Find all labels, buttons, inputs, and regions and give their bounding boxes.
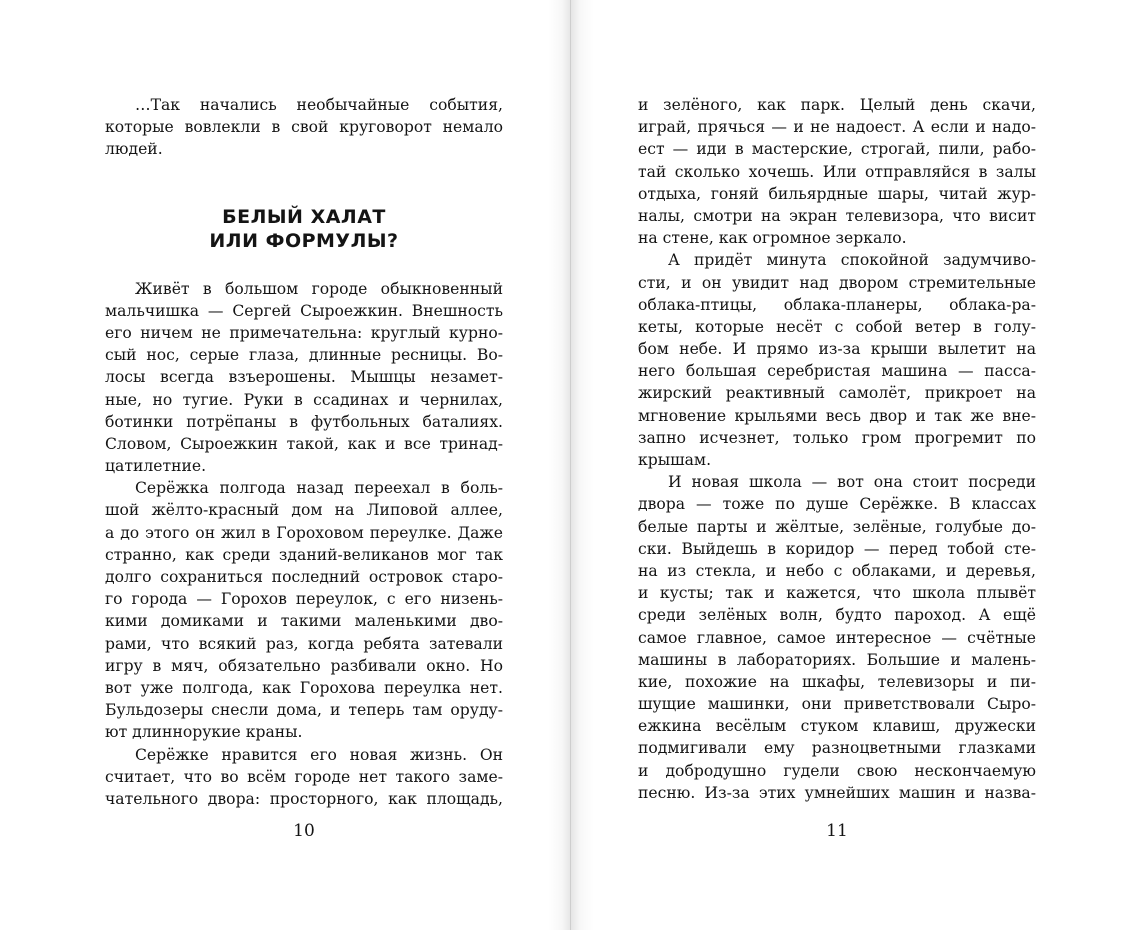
text-line: ные, но тугие. Руки в ссадинах и чернилах, xyxy=(105,390,503,409)
text-line: сти, и он увидит над двором стремительные xyxy=(638,273,1036,292)
text-line: игру в мяч, обязательно разбивали окно. Но xyxy=(105,656,503,675)
book-gutter-shadow xyxy=(548,0,594,930)
text-line: шущие машинки, они приветствовали Сыро- xyxy=(638,695,1036,714)
chapter-title xyxy=(105,205,503,253)
text-line: Живёт в большом городе обыкновенный xyxy=(135,279,503,298)
text-line: ежкина весёлым стуком клавиш, дружески xyxy=(638,717,1036,736)
text-line: запно исчезнет, только гром прогремит по xyxy=(638,428,1036,447)
text-line: Словом, Сыроежкин такой, как и все тринад- xyxy=(105,434,503,453)
left-page-text xyxy=(105,94,503,810)
text-line: отдыха, гоняй бильярдные шары, читай жур- xyxy=(638,184,1036,203)
text-line: И новая школа — вот она стоит посреди xyxy=(668,473,1036,492)
text-line: мгновение крыльями весь двор и так же вне- xyxy=(638,406,1036,425)
text-line: его ничем не примечательна: круглый курно- xyxy=(105,323,503,342)
text-line: ест — иди в мастерские, строгай, пили, рабо- xyxy=(638,140,1036,159)
text-line: лосы всегда взъерошены. Мышцы незамет- xyxy=(105,368,503,387)
text-line: которые вовлекли в свой круговорот немало xyxy=(105,118,503,137)
text-line: мальчишка — Сергей Сыроежкин. Внешность xyxy=(105,301,503,320)
text-line: кеты, которые несёт с собой ветер в голу- xyxy=(638,317,1036,336)
text-line: цатилетние. xyxy=(105,457,207,476)
text-line: ют длиннорукие краны. xyxy=(105,723,303,742)
text-line: рами, что всякий раз, когда ребята затевали xyxy=(105,634,503,653)
text-line: го города — Горохов переулок, с его низень- xyxy=(105,590,503,609)
text-line: облака-птицы, облака-планеры, облака-ра- xyxy=(638,295,1036,314)
text-line: и зелёного, как парк. Целый день скачи, xyxy=(638,96,1036,114)
text-line: ботинки потрёпаны в футбольных баталиях. xyxy=(105,412,503,431)
text-line: и добродушно гудели свою нескончаемую xyxy=(638,761,1036,780)
text-line: считает, что во всём городе нет такого заме- xyxy=(105,767,503,786)
text-line: А придёт минута спокойной задумчиво- xyxy=(668,251,1036,270)
text-line: крышам. xyxy=(638,451,712,469)
text-line: жирский реактивный самолёт, прикроет на xyxy=(638,384,1036,403)
text-line: Серёжка полгода назад переехал в боль- xyxy=(135,479,503,498)
page-number: 10 xyxy=(293,821,315,841)
page-number: 11 xyxy=(826,821,848,841)
text-line: и кусты; так и кажется, что школа плывёт xyxy=(638,584,1036,603)
text-line: налы, смотри на экран телевизора, что висит xyxy=(638,206,1036,225)
chapter-title-line: ИЛИ ФОРМУЛЫ? xyxy=(209,229,399,252)
text-line: бом небе. И прямо из-за крыши вылетит на xyxy=(638,340,1036,359)
text-line: Бульдозеры снесли дома, и теперь там оруду- xyxy=(105,701,503,720)
text-line: среди зелёных волн, будто пароход. А ещё xyxy=(638,606,1036,625)
text-line: …Так начались необычайные события, xyxy=(135,96,503,114)
text-line: двора — тоже по душе Серёжке. В классах xyxy=(638,495,1036,514)
text-line: чательного двора: просторного, как площадь, xyxy=(105,789,503,808)
book-gutter-fold xyxy=(570,0,571,930)
text-line: тай сколько хочешь. Или отправляйся в залы xyxy=(638,162,1036,181)
text-line: сый нос, серые глаза, длинные ресницы. Во- xyxy=(105,346,503,365)
text-line: странно, как среди зданий-великанов мог так xyxy=(105,545,503,564)
text-line: белые парты и жёлтые, зелёные, голубые до- xyxy=(638,517,1036,536)
text-line: долго сохраниться последний островок старо- xyxy=(105,568,503,586)
text-line: Серёжке нравится его новая жизнь. Он xyxy=(135,745,503,764)
text-line: него большая серебристая машина — пасса- xyxy=(638,362,1036,381)
chapter-title-line: БЕЛЫЙ ХАЛАТ xyxy=(222,205,386,228)
text-line: играй, прячься — и не надоест. А если и надо- xyxy=(638,118,1036,137)
text-line: ски. Выйдешь в коридор — перед тобой сте- xyxy=(638,539,1036,558)
text-line: на из стекла, и небо с облаками, и деревья, xyxy=(638,561,1036,580)
text-line: людей. xyxy=(105,140,163,159)
text-line: а до этого он жил в Гороховом переулке. Даже xyxy=(105,523,503,542)
text-line: кие, похожие на шкафы, телевизоры и пи- xyxy=(638,672,1036,691)
text-line: подмигивали ему разноцветными глазками xyxy=(638,739,1036,758)
text-line: шой жёлто-красный дом на Липовой аллее, xyxy=(105,501,503,520)
text-line: машины в лабораториях. Большие и малень- xyxy=(638,650,1036,669)
right-page-text xyxy=(638,94,1036,804)
text-line: на стене, как огромное зеркало. xyxy=(638,229,907,248)
text-line: кими домиками и такими маленькими дво- xyxy=(105,612,503,631)
text-line: самое главное, самое интересное — счётные xyxy=(638,628,1036,647)
text-line: песню. Из-за этих умнейших машин и назва- xyxy=(638,783,1036,802)
text-line: вот уже полгода, как Горохова переулка нет. xyxy=(105,678,503,697)
